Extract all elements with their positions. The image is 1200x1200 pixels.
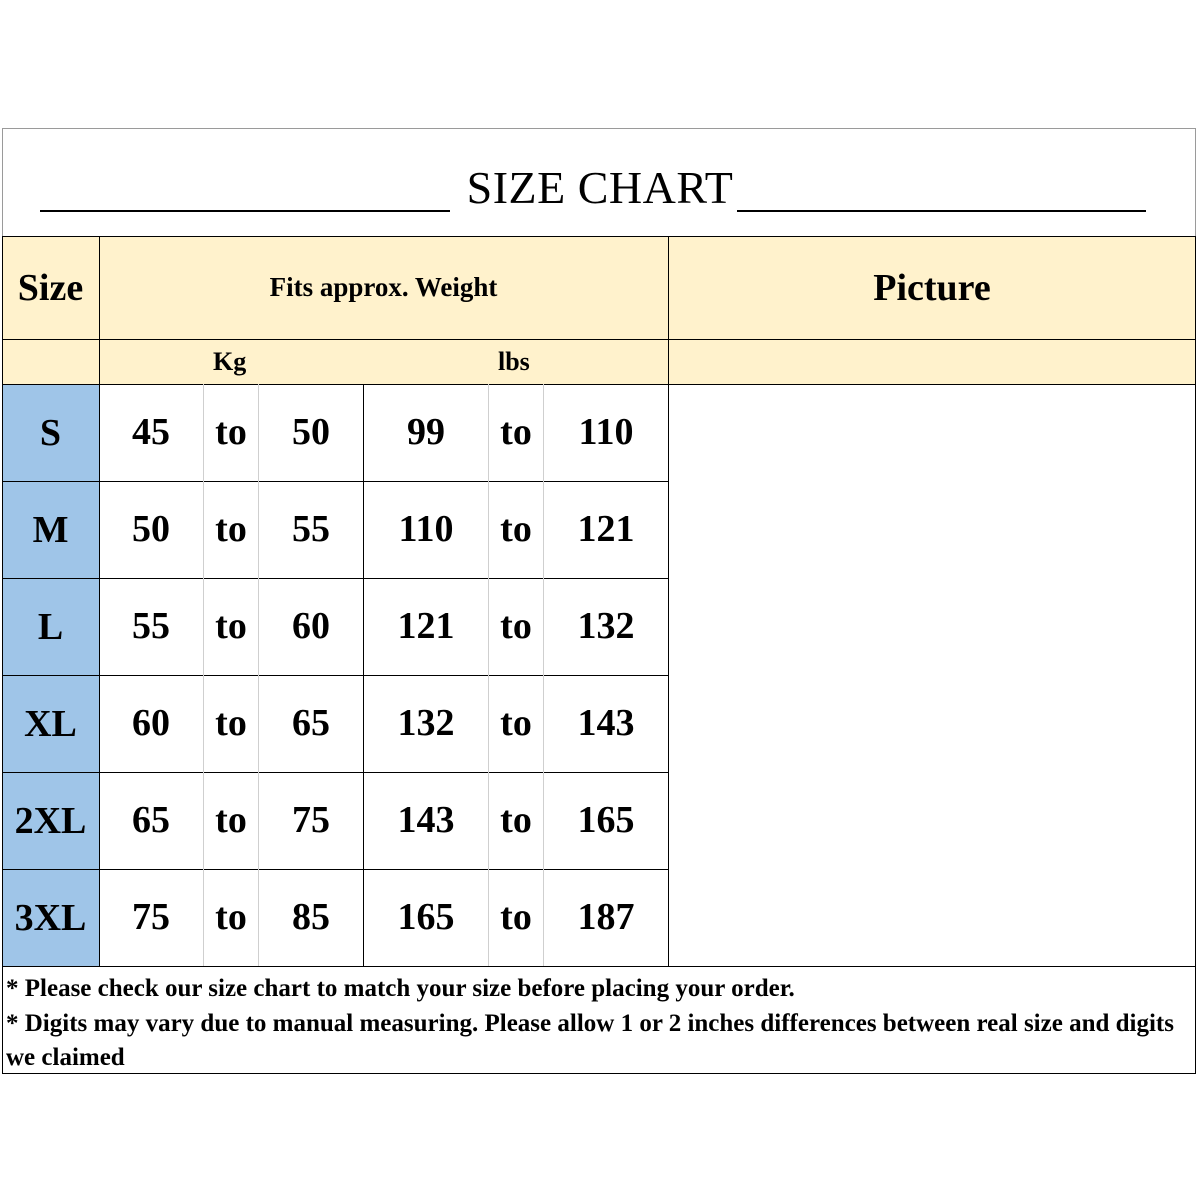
cell-divider <box>258 384 259 966</box>
picture-header-label: Picture <box>873 266 991 309</box>
grid-line <box>99 236 100 966</box>
range-word: to <box>215 508 247 550</box>
range-word: to <box>500 702 532 744</box>
weight-header-label: Fits approx. Weight <box>269 272 498 302</box>
weight-value: 65 <box>132 799 170 841</box>
size-label: L <box>37 605 64 648</box>
size-subheader <box>2 339 99 384</box>
size-cell <box>2 384 99 481</box>
size-cell <box>2 772 99 869</box>
weight-value: 110 <box>398 508 454 550</box>
grid-line <box>2 772 668 773</box>
range-word: to <box>215 896 247 938</box>
lbs-label: lbs <box>498 346 530 376</box>
size-cell <box>2 481 99 578</box>
weight-value: 60 <box>132 702 170 744</box>
range-word: to <box>500 508 532 550</box>
grid-line <box>668 236 669 966</box>
size-header-label: Size <box>17 266 84 309</box>
title-underline-left <box>40 210 450 212</box>
weight-value: 65 <box>292 702 330 744</box>
kg-label: Kg <box>213 346 247 376</box>
weight-value: 132 <box>577 605 635 647</box>
weight-value: 60 <box>292 605 330 647</box>
weight-value: 165 <box>397 896 455 938</box>
note-line: * Digits may vary due to manual measuring. Please allow 1 or 2 inches differences between real size and digits we claimed <box>6 1009 1174 1071</box>
range-word: to <box>215 702 247 744</box>
weight-value: 55 <box>132 605 170 647</box>
grid-line <box>2 869 668 870</box>
weight-value: 99 <box>407 411 445 453</box>
size-label: M <box>32 508 69 551</box>
weight-value: 121 <box>397 605 455 647</box>
grid-line <box>2 966 1196 967</box>
range-word: to <box>215 605 247 647</box>
grid-line <box>2 339 1196 340</box>
page-title: SIZE CHART <box>466 162 734 213</box>
weight-value: 55 <box>292 508 330 550</box>
range-word: to <box>500 896 532 938</box>
size-header <box>2 236 99 339</box>
weight-value: 143 <box>577 702 635 744</box>
size-label: 2XL <box>14 799 87 842</box>
size-cell <box>2 869 99 966</box>
notes <box>6 972 1186 1076</box>
title-underline-right <box>737 210 1146 212</box>
picture-subheader <box>668 339 1196 384</box>
weight-value: 165 <box>577 799 635 841</box>
size-cell <box>2 675 99 772</box>
weight-value: 45 <box>132 411 170 453</box>
cell-divider <box>488 384 489 966</box>
weight-header <box>99 236 668 339</box>
grid-line <box>1195 236 1196 1074</box>
range-word: to <box>500 411 532 453</box>
weight-value: 143 <box>397 799 455 841</box>
weight-value: 187 <box>577 896 635 938</box>
cell-divider <box>543 384 544 966</box>
weight-value: 85 <box>292 896 330 938</box>
weight-value: 50 <box>132 508 170 550</box>
weight-value: 75 <box>292 799 330 841</box>
grid-line <box>2 384 1196 385</box>
size-label: S <box>39 411 62 454</box>
grid-line <box>363 384 364 966</box>
note-line: * Please check our size chart to match your size before placing your order. <box>6 975 795 1002</box>
range-word: to <box>215 411 247 453</box>
grid-line <box>2 236 3 1074</box>
weight-value: 110 <box>578 411 634 453</box>
size-label: XL <box>24 702 77 745</box>
grid-line <box>2 578 668 579</box>
range-word: to <box>215 799 247 841</box>
weight-value: 121 <box>577 508 635 550</box>
weight-value: 132 <box>397 702 455 744</box>
size-label: 3XL <box>14 896 87 939</box>
weight-value: 75 <box>132 896 170 938</box>
grid-line <box>2 481 668 482</box>
weight-value: 50 <box>292 411 330 453</box>
grid-line <box>2 236 1196 237</box>
cell-divider <box>203 384 204 966</box>
grid-line <box>2 675 668 676</box>
weight-subheader <box>99 339 668 384</box>
size-cell <box>2 578 99 675</box>
picture-header <box>668 236 1196 339</box>
range-word: to <box>500 799 532 841</box>
range-word: to <box>500 605 532 647</box>
